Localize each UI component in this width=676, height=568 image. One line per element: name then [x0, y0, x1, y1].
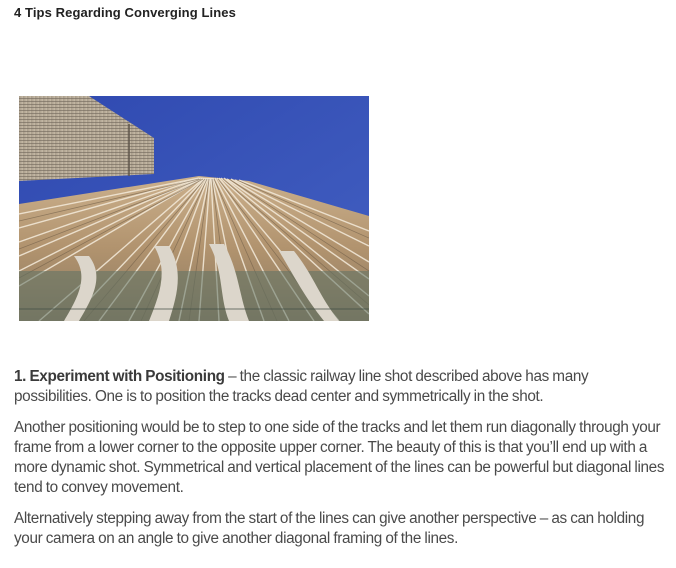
article-title: 4 Tips Regarding Converging Lines	[14, 5, 236, 20]
tip-1-text: – the classic railway line shot described above has many possibilities. One is to position the tracks dead center and symmetrically in the shot.	[14, 368, 589, 405]
skyscraper-photo	[19, 96, 369, 321]
tip-1-paragraph	[14, 367, 669, 407]
tip-1-heading: 1. Experiment with Positioning	[14, 368, 225, 385]
paragraph-alternative-perspective: Alternatively stepping away from the start of the lines can give another perspective – as can holding your camera on an angle to give another diagonal framing of the lines.	[14, 510, 645, 547]
paragraph-diagonal-positioning: Another positioning would be to step to one side of the tracks and let them run diagonally through your frame from a lower corner to the opposite upper corner. The beauty of this is that you’ll end up with a more dynamic shot. Symmetrical and vertical placement of the lines can be powerful but diagonal lines tend to convey movement.	[14, 419, 665, 496]
